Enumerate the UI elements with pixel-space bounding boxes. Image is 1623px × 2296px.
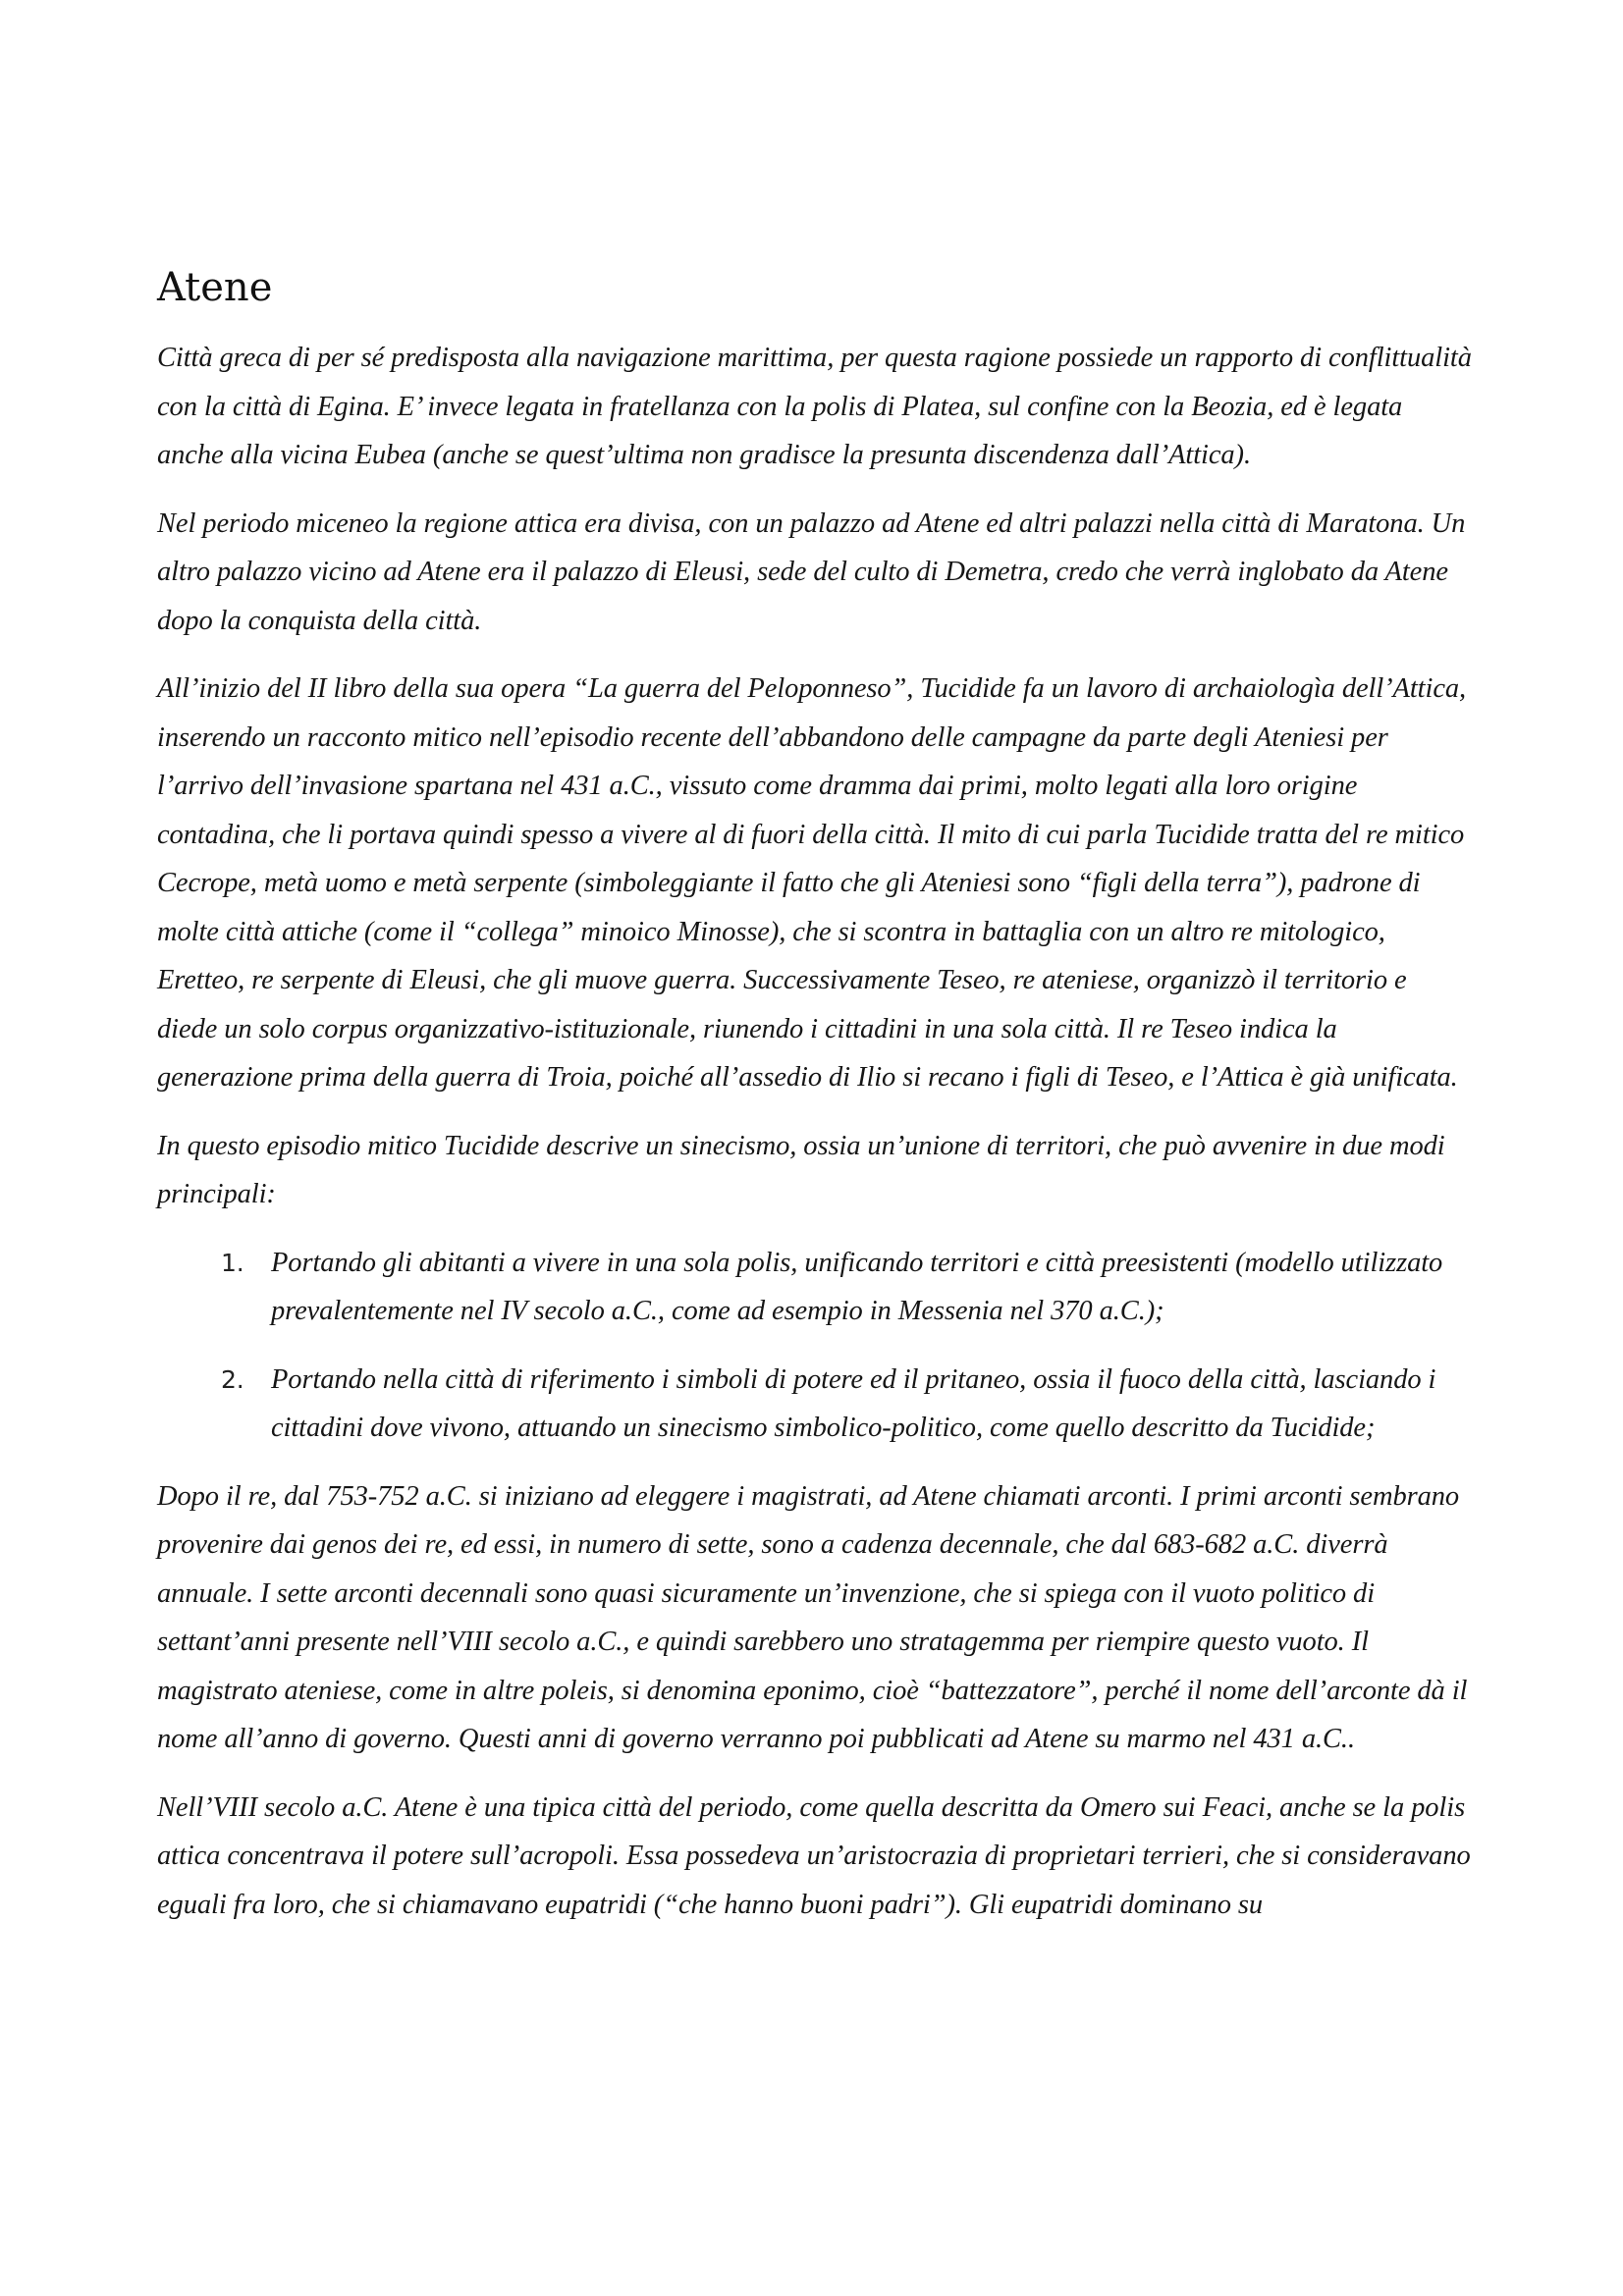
numbered-list <box>157 1239 1473 1453</box>
page-title: Atene <box>157 265 273 310</box>
paragraph: All’inizio del II libro della sua opera “La guerra del Peloponneso”, Tucidide fa un lavoro di archaiologìa dell’Attica, inserendo un racconto mitico nell’episodio recente dell’abbandono delle campagne da parte degli Ateniesi per l’arrivo dell’invasione spartana nel 431 a.C., vissuto come dramma dai primi, molto legati alla loro origine contadina, che li portava quindi spesso a vivere al di fuori della città. Il mito di cui parla Tucidide tratta del re mitico Cecrope, metà uomo e metà serpente (simboleggiante il fatto che gli Ateniesi sono “figli della terra”), padrone di molte città attiche (come il “collega” minoico Minosse), che si scontra in battaglia con un altro re mitologico, Eretteo, re serpente di Eleusi, che gli muove guerra. Successivamente Teseo, re ateniese, organizzò il territorio e diede un solo corpus organizzativo-istituzionale, riunendo i cittadini in una sola città. Il re Teseo indica la generazione prima della guerra di Troia, poiché all’assedio di Ilio si recano i figli di Teseo, e l’Attica è già unificata. <box>157 673 1467 1093</box>
paragraph: Città greca di per sé predisposta alla navigazione marittima, per questa ragione possiede un rapporto di conflittualità con la città di Egina. E’ invece legata in fratellanza con la polis di Platea, sul confine con la Beozia, ed è legata anche alla vicina Eubea (anche se quest’ultima non gradisce la presunta discendenza dall’Attica). <box>157 343 1472 470</box>
list-item-text: Portando gli abitanti a vivere in una sola polis, unificando territori e città preesistenti (modello utilizzato prevalentemente nel IV secolo a.C., come ad esempio in Messenia nel 370 a.C.); <box>271 1247 1443 1326</box>
paragraph: Dopo il re, dal 753-752 a.C. si iniziano ad eleggere i magistrati, ad Atene chiamati arconti. I primi arconti sembrano provenire dai genos dei re, ed essi, in numero di sette, sono a cadenza decennale, che dal 683-682 a.C. diverrà annuale. I sette arconti decennali sono quasi sicuramente un’invenzione, che si spiega con il vuoto politico di settant’anni presente nell’VIII secolo a.C., e quindi sarebbero uno stratagemma per riempire questo vuoto. Il magistrato ateniese, come in altre poleis, si denomina eponimo, cioè “battezzatore”, perché il nome dell’arconte dà il nome all’anno di governo. Questi anni di governo verranno poi pubblicati ad Atene su marmo nel 431 a.C.. <box>157 1480 1468 1754</box>
list-item-number: 2. <box>221 1364 244 1394</box>
list-item-number: 1. <box>221 1248 244 1277</box>
paragraph: Nel periodo miceneo la regione attica era divisa, con un palazzo ad Atene ed altri palazzi nella città di Maratona. Un altro palazzo vicino ad Atene era il palazzo di Eleusi, sede del culto di Demetra, credo che verrà inglobato da Atene dopo la conquista della città. <box>157 507 1466 636</box>
list-item <box>157 1239 1473 1336</box>
paragraph: In questo episodio mitico Tucidide descrive un sinecismo, ossia un’unione di territori, che può avvenire in due modi principali: <box>157 1130 1445 1209</box>
paragraph: Nell’VIII secolo a.C. Atene è una tipica città del periodo, come quella descritta da Omero sui Feaci, anche se la polis attica concentrava il potere sull’acropoli. Essa possedeva un’aristocrazia di proprietari terrieri, che si consideravano eguali fra loro, che si chiamavano eupatridi (“che hanno buoni padri”). Gli eupatridi dominano su <box>157 1791 1471 1920</box>
document-body <box>157 263 1473 1949</box>
list-item <box>157 1356 1473 1453</box>
list-item-text: Portando nella città di riferimento i simboli di potere ed il pritaneo, ossia il fuoco della città, lasciando i cittadini dove vivono, attuando un sinecismo simbolico-politico, come quello descritto da Tucidide; <box>271 1363 1436 1443</box>
